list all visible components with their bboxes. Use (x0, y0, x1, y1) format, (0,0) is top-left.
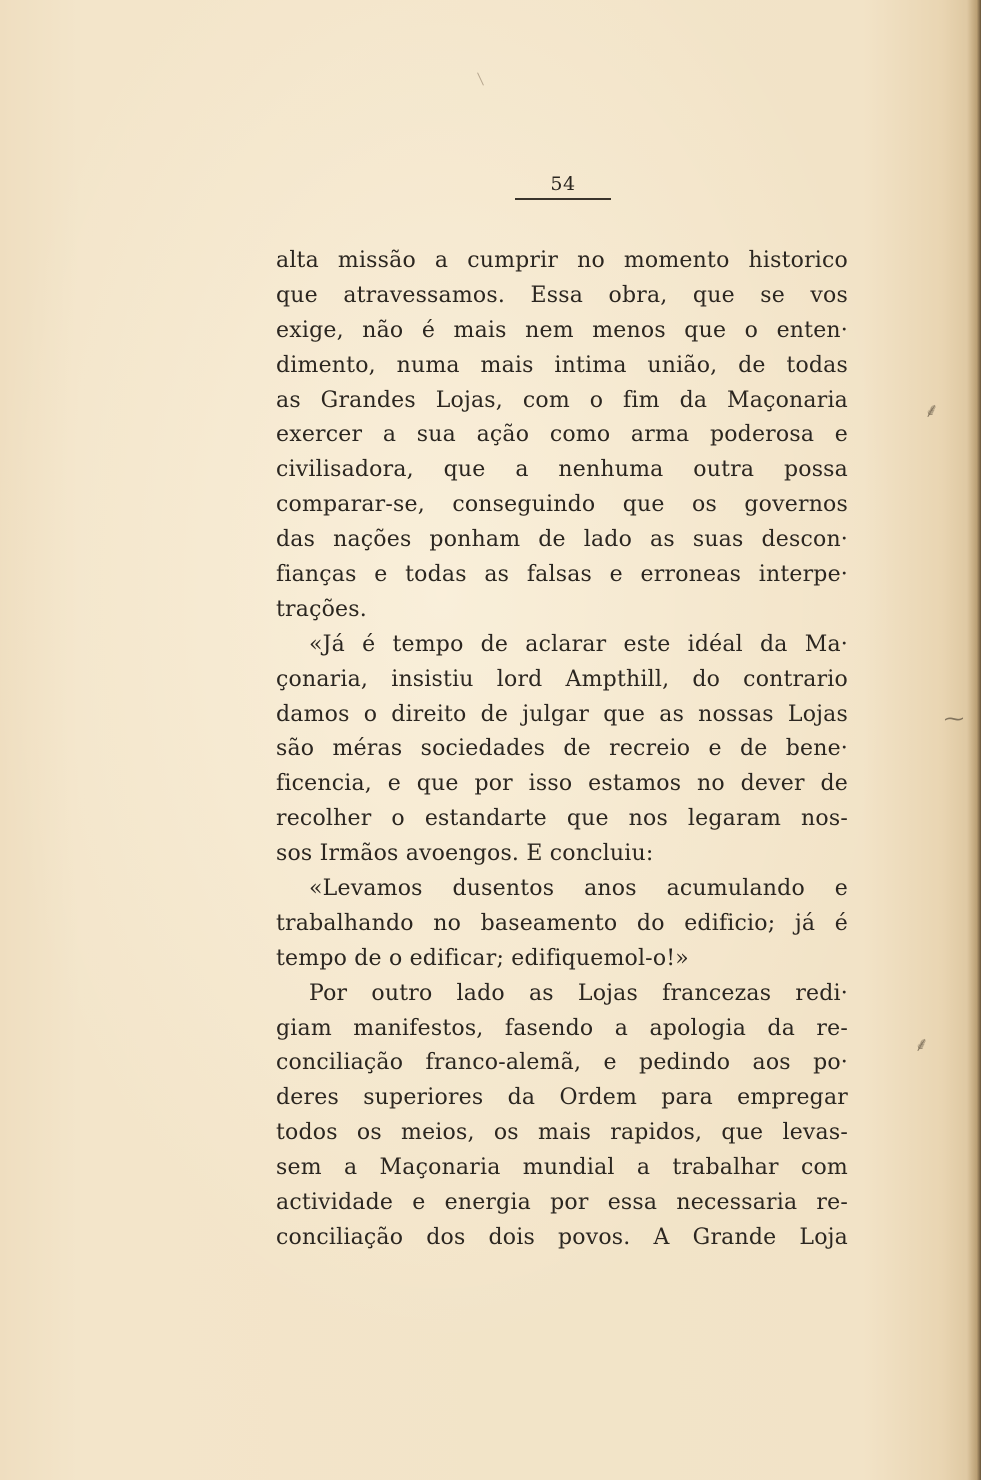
page-number: 54 (550, 173, 576, 195)
text-line: conciliação dos dois povos. A Grande Loja (276, 1224, 848, 1250)
text-line: deres superiores da Ordem para empregar (276, 1085, 848, 1111)
text-line: civilisadora, que a nenhuma outra possa (276, 457, 848, 483)
text-line: tempo de o edificar; edifiquemol-o!» (276, 945, 689, 971)
text-line: conciliação franco-alemã, e pedindo aos po· (276, 1050, 848, 1076)
text-line: trabalhando no baseamento do edificio; já é (276, 910, 848, 936)
text-line: que atravessamos. Essa obra, que se vos (276, 282, 848, 308)
text-line: giam manifestos, fasendo a apologia da re- (276, 1015, 848, 1041)
text-line: são méras sociedades de recreio e de bene· (276, 736, 848, 762)
page-number-rule (515, 198, 611, 200)
stray-mark (477, 72, 484, 85)
text-line: actividade e energia por essa necessaria re- (276, 1190, 848, 1216)
text-line: das nações ponham de lado as suas descon· (276, 527, 848, 553)
text-line: as Grandes Lojas, com o fim da Maçonaria (276, 387, 848, 413)
body-text (276, 244, 848, 1256)
text-line: «Levamos dusentos anos acumulando e (309, 876, 848, 902)
text-line: «Já é tempo de aclarar este idéal da Ma· (309, 631, 848, 657)
text-line: exercer a sua ação como arma poderosa e (276, 422, 848, 448)
text-line: exige, não é mais nem menos que o enten· (276, 317, 848, 343)
page-edge-shadow (967, 0, 981, 1480)
margin-smudge: ⁓ (944, 706, 964, 730)
text-line: recolher o estandarte que nos legaram nos- (276, 806, 848, 832)
text-line: alta missão a cumprir no momento historico (276, 248, 848, 273)
text-line: sos Irmãos avoengos. E concluiu: (276, 841, 654, 867)
text-line: comparar-se, conseguindo que os governos (276, 492, 848, 518)
text-line: trações. (276, 596, 367, 622)
margin-smudge: ⸙ (924, 398, 939, 422)
text-line: çonaria, insistiu lord Ampthill, do contrario (276, 666, 848, 692)
text-line: dimento, numa mais intima união, de todas (276, 352, 848, 378)
text-line: sem a Maçonaria mundial a trabalhar com (276, 1155, 848, 1181)
text-line: damos o direito de julgar que as nossas Lojas (276, 701, 848, 727)
margin-smudge: ⸙ (914, 1032, 929, 1056)
text-line: todos os meios, os mais rapidos, que levas- (276, 1120, 848, 1146)
text-line: Por outro lado as Lojas francezas redi· (309, 980, 848, 1006)
page-header (515, 172, 611, 200)
text-line: ficencia, e que por isso estamos no dever de (276, 771, 848, 797)
text-line: fianças e todas as falsas e erroneas interpe· (276, 562, 848, 588)
